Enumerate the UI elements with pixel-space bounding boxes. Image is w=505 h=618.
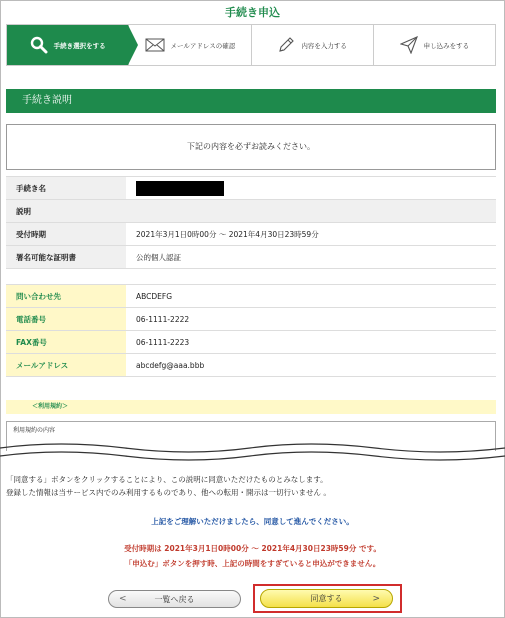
page-title: 手続き申込 <box>225 6 280 19</box>
step-label: 内容を入力する <box>301 41 347 50</box>
email-value: abcdefg@aaa.bbb <box>126 354 496 377</box>
step-label: 手続き選択をする <box>53 41 106 50</box>
table-row <box>6 285 496 308</box>
warning-line-2: 「申込む」ボタンを押す時、上記の時間をすぎていると申込ができません。 <box>124 559 381 568</box>
agree-button[interactable] <box>260 589 393 608</box>
procedure-name-label: 手続き名 <box>6 177 126 200</box>
consent-line-1: 「同意する」ボタンをクリックすることにより、この説明に同意いただけたものとみなします。 <box>6 475 328 484</box>
step-confirm-email <box>128 25 250 65</box>
agree-button-label: 同意する <box>310 594 343 603</box>
table-row <box>6 331 496 354</box>
fax-label: FAX番号 <box>6 331 126 354</box>
section-title: 手続き説明 <box>6 89 496 113</box>
description-label: 説明 <box>6 200 126 223</box>
terms-content: 利用規約の内容 <box>13 427 56 434</box>
inquiry-value: ABCDEFG <box>126 285 496 308</box>
table-row <box>6 308 496 331</box>
phone-value: 06-1111-2222 <box>126 308 496 331</box>
back-button-label: 一覧へ戻る <box>154 594 195 604</box>
chevron-left-icon: < <box>119 594 127 604</box>
table-row <box>6 223 496 246</box>
mail-icon <box>145 38 165 52</box>
fax-value: 06-1111-2223 <box>126 331 496 354</box>
search-icon <box>30 36 48 54</box>
pencil-icon <box>277 36 295 54</box>
email-label: メールアドレス <box>6 354 126 377</box>
cut-wave-divider <box>0 440 505 462</box>
phone-label: 電話番号 <box>6 308 126 331</box>
guidance-text: 上記をご理解いただけましたら、同意して進んでください。 <box>151 517 354 526</box>
table-row <box>6 177 496 200</box>
step-progress-bar <box>6 24 496 66</box>
chevron-right-icon: > <box>372 593 380 604</box>
read-notice: 下記の内容を必ずお読みください。 <box>6 124 496 170</box>
procedure-info-table <box>6 176 496 269</box>
procedure-name-value <box>126 177 496 200</box>
period-label: 受付時期 <box>6 223 126 246</box>
terms-heading: ＜利用規約＞ <box>6 400 496 414</box>
period-value: 2021年3月1日0時00分 ～ 2021年4月30日23時59分 <box>126 223 496 246</box>
consent-text <box>6 473 498 499</box>
contact-info-table <box>6 284 496 377</box>
table-row <box>6 200 496 223</box>
send-icon <box>400 36 418 54</box>
warning-line-1: 受付時期は 2021年3月1日0時00分 ～ 2021年4月30日23時59分 です。 <box>124 544 381 553</box>
step-label: メールアドレスの確認 <box>170 41 236 50</box>
back-to-list-button[interactable] <box>108 590 241 608</box>
table-row <box>6 354 496 377</box>
step-select-procedure <box>7 25 128 65</box>
inquiry-label: 問い合わせ先 <box>6 285 126 308</box>
step-enter-content <box>251 25 373 65</box>
table-row <box>6 246 496 269</box>
certificate-label: 署名可能な証明書 <box>6 246 126 269</box>
certificate-value: 公的個人認証 <box>126 246 496 269</box>
redacted-block <box>136 181 224 196</box>
step-label: 申し込みをする <box>423 41 470 50</box>
description-value <box>126 200 496 223</box>
consent-line-2: 登録した情報は当サービス内でのみ利用するものであり、他への転用・開示は一切行いません 。 <box>6 488 331 497</box>
step-submit <box>373 25 495 65</box>
